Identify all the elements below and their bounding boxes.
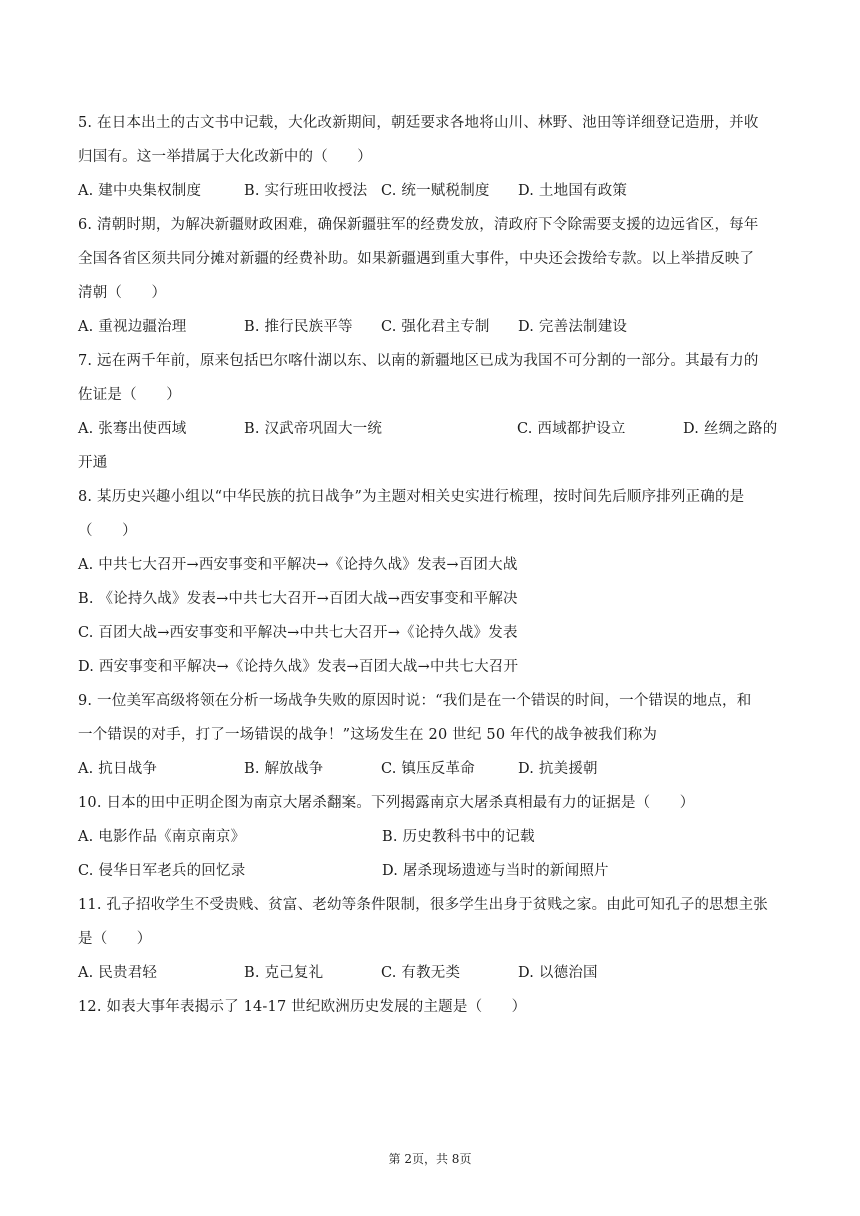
question-stem-line: 10. 日本的田中正明企图为南京大屠杀翻案。下列揭露南京大屠杀真相最有力的证据是（ ） [78, 795, 695, 811]
question-6 [78, 208, 782, 344]
option-d: D. 屠杀现场遗迹与当时的新闻照片 [382, 863, 609, 879]
question-stem-line: 归国有。这一举措属于大化改新中的（ ） [78, 149, 372, 165]
exam-page [78, 106, 782, 1024]
option-b: B. 解放战争 [244, 761, 324, 777]
option-b: B. 实行班田收授法 [244, 183, 368, 199]
option-a: A. 重视边疆治理 [78, 319, 187, 335]
question-stem-line: 11. 孔子招收学生不受贵贱、贫富、老幼等条件限制，很多学生出身于贫贱之家。由此可知孔子的思想主张 [78, 897, 768, 913]
question-stem-line: 全国各省区须共同分摊对新疆的经费补助。如果新疆遇到重大事件，中央还会拨给专款。以上举措反映了 [78, 251, 755, 267]
option-c: C. 镇压反革命 [381, 761, 475, 777]
option-d: D. 西安事变和平解决→《论持久战》发表→百团大战→中共七大召开 [78, 659, 519, 675]
question-11 [78, 888, 782, 990]
page-footer: 第 2页，共 8页 [388, 1152, 472, 1166]
question-stem-line: 6. 清朝时期，为解决新疆财政困难，确保新疆驻军的经费发放，清政府下令除需要支援的边远省区，每年 [78, 217, 759, 233]
option-a: A. 抗日战争 [78, 761, 158, 777]
options-row [78, 820, 782, 854]
question-stem-line: 清朝（ ） [78, 285, 167, 301]
option-b: B. 汉武帝巩固大一统 [244, 421, 383, 437]
option-d: D. 丝绸之路的 [683, 421, 778, 437]
question-stem-line: 一个错误的对手，打了一场错误的战争！”这场发生在 20 世纪 50 年代的战争被我们称为 [78, 727, 658, 743]
option-b: B. 《论持久战》发表→中共七大召开→百团大战→西安事变和平解决 [78, 591, 518, 607]
option-b: B. 历史教科书中的记载 [382, 829, 535, 845]
option-d: D. 土地国有政策 [518, 183, 628, 199]
options-row [78, 174, 782, 208]
question-12 [78, 990, 782, 1024]
option-a: A. 中共七大召开→西安事变和平解决→《论持久战》发表→百团大战 [78, 557, 518, 573]
option-c: C. 强化君主专制 [381, 319, 490, 335]
question-7 [78, 344, 782, 480]
options-row [78, 310, 782, 344]
option-a: A. 电影作品《南京南京》 [78, 829, 246, 845]
option-a: A. 张骞出使西域 [78, 421, 187, 437]
option-b: B. 克己复礼 [244, 965, 324, 981]
options-row [78, 854, 782, 888]
question-stem-line: 12. 如表大事年表揭示了 14-17 世纪欧洲历史发展的主题是（ ） [78, 999, 527, 1015]
question-stem-line: 佐证是（ ） [78, 387, 181, 403]
option-c: C. 侵华日军老兵的回忆录 [78, 863, 246, 879]
question-8 [78, 480, 782, 684]
option-d: D. 抗美援朝 [518, 761, 598, 777]
option-c: C. 百团大战→西安事变和平解决→中共七大召开→《论持久战》发表 [78, 625, 518, 641]
option-c: C. 西域都护设立 [517, 421, 626, 437]
question-stem-line: 是（ ） [78, 931, 152, 947]
question-stem-line: 7. 远在两千年前，原来包括巴尔喀什湖以东、以南的新疆地区已成为我国不可分割的一部分。其最有力的 [78, 353, 759, 369]
question-10 [78, 786, 782, 888]
question-stem-line: 5. 在日本出土的古文书中记载，大化改新期间，朝廷要求各地将山川、林野、池田等详细登记造册，并收 [78, 115, 759, 131]
question-5 [78, 106, 782, 208]
question-stem-line: 8. 某历史兴趣小组以“中华民族的抗日战争”为主题对相关史实进行梳理，按时间先后顺序排列正确的是 [78, 489, 745, 505]
option-d: D. 以德治国 [518, 965, 598, 981]
question-stem-line: 9. 一位美军高级将领在分析一场战争失败的原因时说：“我们是在一个错误的时间，一个错误的地点，和 [78, 693, 752, 709]
question-9 [78, 684, 782, 786]
option-a: A. 民贵君轻 [78, 965, 158, 981]
option-overflow: 开通 [78, 455, 108, 471]
option-a: A. 建中央集权制度 [78, 183, 202, 199]
option-c: C. 统一赋税制度 [381, 183, 490, 199]
options-row [78, 956, 782, 990]
options-row [78, 412, 782, 446]
question-stem-line: （ ） [78, 523, 137, 539]
option-b: B. 推行民族平等 [244, 319, 353, 335]
options-row [78, 752, 782, 786]
option-c: C. 有教无类 [381, 965, 461, 981]
option-d: D. 完善法制建设 [518, 319, 628, 335]
